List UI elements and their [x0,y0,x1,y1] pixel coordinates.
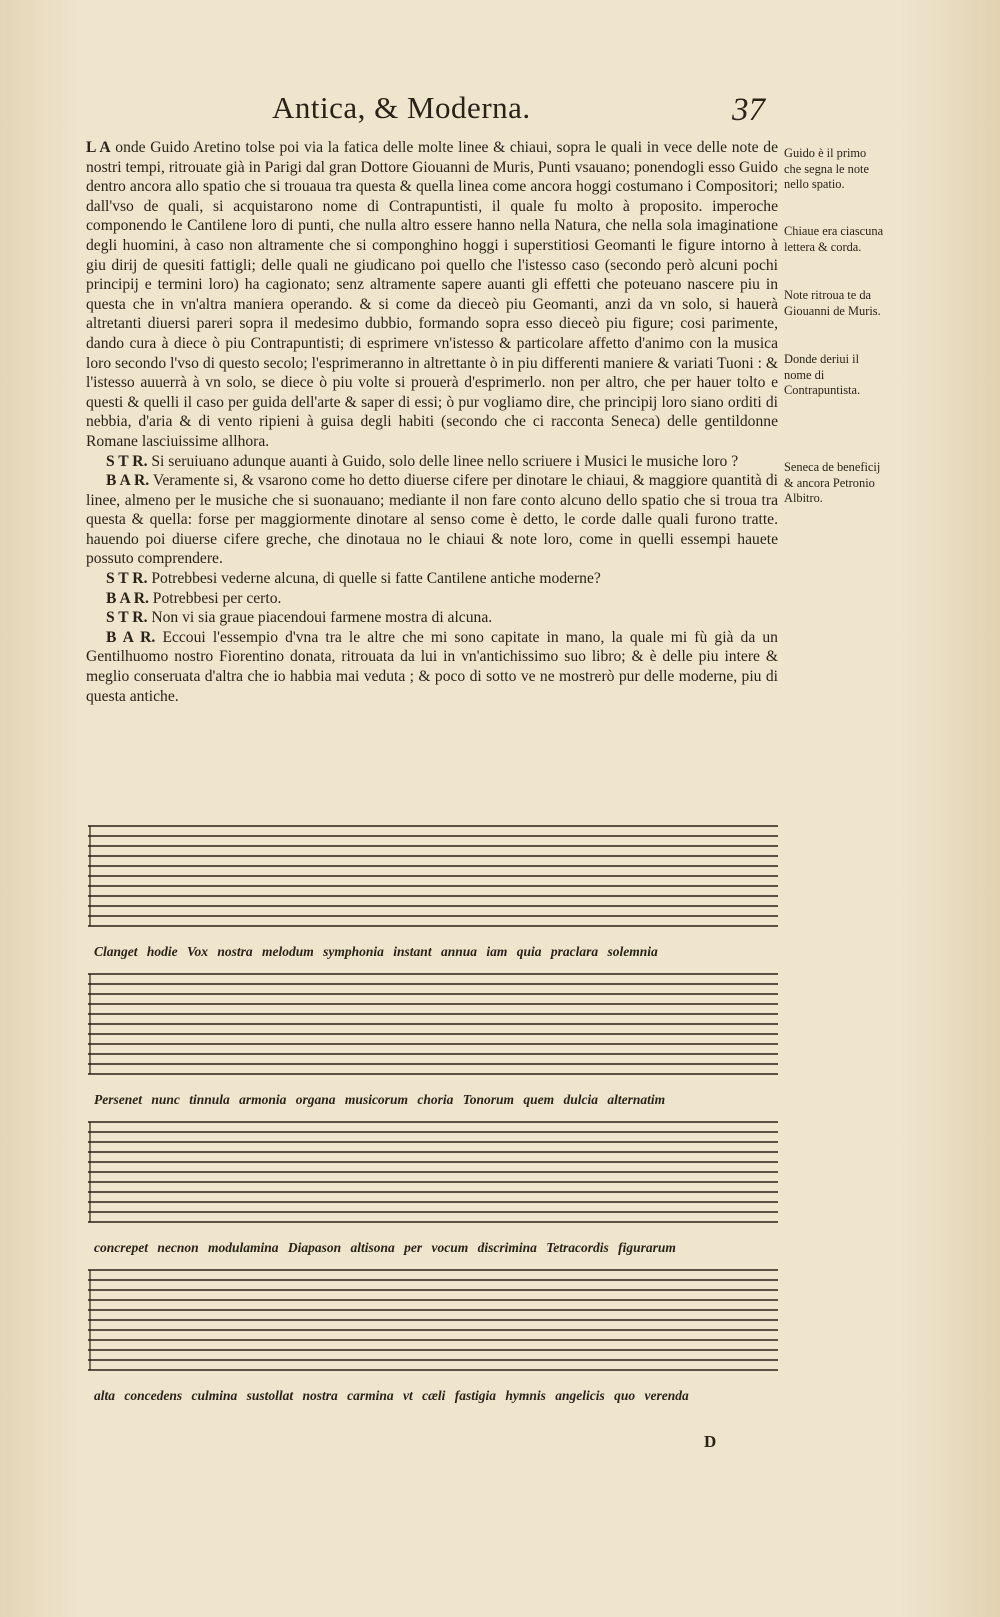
music-system-2 [88,968,778,1080]
speaker-label: S T R. [106,452,148,470]
drop-lead: L A [86,139,111,156]
paragraph-text: onde Guido Aretino tolse poi via la fatica delle molte linee & chiaui, sopra le quali in vece delle note de nostri tempi, ritrouate già in Parigi dal gran Dottore Giouanni de Muris, Punti vsauano; ponendogli esso Guido dentro ancora allo spatio che si trouaua tra questa & quella linea come ancora hoggi costumano i Compositori; dall'vso de quali, si acquistarono nome di Contrapuntisti, il quale fu molto à proposito. imperoche componendo le Cantilene loro di punti, che nulla altro essere hanno nella Natura, che nella sola imaginatione degli huomini, à caso non altramente che si componghino hoggi i superstitiosi Geomanti le figure intorno à giu dirij de quesiti fattigli; delle quali ne giudicano poi quello che l'istesso caso (secondo però alcuni pochi principij e termini loro) ha cagionato; senz altramente sapere auanti gli effetti che poteuano nascere piu in questa che in vn'altra maniera operando. & si come da dieceò piu Geomanti, anzi da vn solo, si hauerà altretanti diuersi pareri sopra il medesimo dubbio, formando sopra esso dieceò piu figure; cosi parimente, dando cura à diece ò piu Contrapuntisti; di esprimere vn'istesso & particolare affetto d'animo con la musica loro secondo l'vso di questo secolo; l'esprimeranno in altrettante ò in piu differenti maniere & variati Tuoni : & l'istesso auuerrà à vn solo, se diece ò piu volte si prouerà d'esprimerlo. non per altro, che per hauer tolto e questi & quelli il caso per guida dell'arte & saper di essi; ò pur vogliamo dire, che principij loro siano orditi di nebbia, d'aria & di vento ripieni à guisa degli habiti (secondo che ci racconta Seneca) delle gentildonne Romane lasciuissime allhora. [86,139,778,450]
paragraph [86,138,778,452]
speaker-label: B A R. [106,472,150,490]
music-system-1 [88,820,778,932]
speaker-label: B A R. [106,628,156,646]
lyric-line-4: alta concedens culmina sustollat nostra carmina vt cæli fastigia hymnis angelicis quo verenda [94,1388,689,1403]
paragraph-text: Non vi sia graue piacendoui farmene mostra di alcuna. [147,609,493,627]
lyric-line-3: concrepet necnon modulamina Diapason altisona per vocum discrimina Tetracordis figurarum [94,1240,676,1255]
paragraph [86,589,778,609]
lyric-line-2: Persenet nunc tinnula armonia organa musicorum choria Tonorum quem dulcia alternatim [94,1092,666,1107]
music-staff-3 [88,1116,778,1228]
paragraph-text: Potrebbesi per certo. [148,589,282,607]
paragraph [86,628,778,706]
paragraph [86,608,778,628]
paragraph-text: Eccoui l'essempio d'vna tra le altre che mi sono capitate in mano, la quale mi fù già da un Gentilhuomo nostro Fiorentino donata, ritrouata da lui in vn'antichissimo suo libro; & è delle piu intere & meglio conseruata d'altra che io habbia mai veduta ; & poco di sotto ve ne mostrerò pur delle moderne, piu di questa antiche. [86,628,778,705]
paragraph-text: Veramente si, & vsarono come ho detto diuerse cifere per dinotare le chiaui, & maggiore quantità di linee, almeno per le musiche che si suonauano; mediante il non fare conto alcuno dello spatio che si troua tra questa & quella: forse per maggiormente dinotare al senso come è detto, le corde dalle quali furono tratte. hauendo poi diuerse cifere greche, che dinotaua no le chiaui & note loro, come in quelli essempi hauete possuto comprendere. [86,472,778,568]
running-header [272,90,772,134]
paragraph [86,471,778,569]
paragraph-text: Potrebbesi vederne alcuna, di quelle si fatte Cantilene antiche moderne? [147,570,601,588]
running-title: Antica, & Moderna. [272,90,531,125]
speaker-label: S T R. [106,570,148,588]
paragraph [86,452,778,472]
margin-note-guido: Guido è il primo che segna le note nello spatio. [784,146,869,191]
signature-mark: D [704,1432,717,1451]
music-system-4 [88,1264,778,1376]
margin-note-chiaue: Chiaue era ciascuna lettera & corda. [784,224,884,254]
body-text [86,138,778,706]
music-staff-1 [88,820,778,932]
paragraph [86,569,778,589]
speaker-label: B A R. [106,589,149,607]
music-system-3 [88,1116,778,1228]
paragraph-text: Si seruiuano adunque auanti à Guido, solo delle linee nello scriuere i Musici le musiche loro ? [147,452,739,470]
margin-note-muris: Note ritroua te da Giouanni de Muris. [784,288,881,318]
speaker-label: S T R. [106,609,148,627]
margin-note-contrapuntista: Donde deriui il nome di Contrapuntista. [784,352,861,397]
margin-note-seneca: Seneca de beneficij & ancora Petronio Albitro. [784,460,881,505]
page-number: 37 [732,92,765,128]
lyric-line-1: Clanget hodie Vox nostra melodum symphonia instant annua iam quia praclara solemnia [94,944,658,959]
music-staff-2 [88,968,778,1080]
music-staff-4 [88,1264,778,1376]
